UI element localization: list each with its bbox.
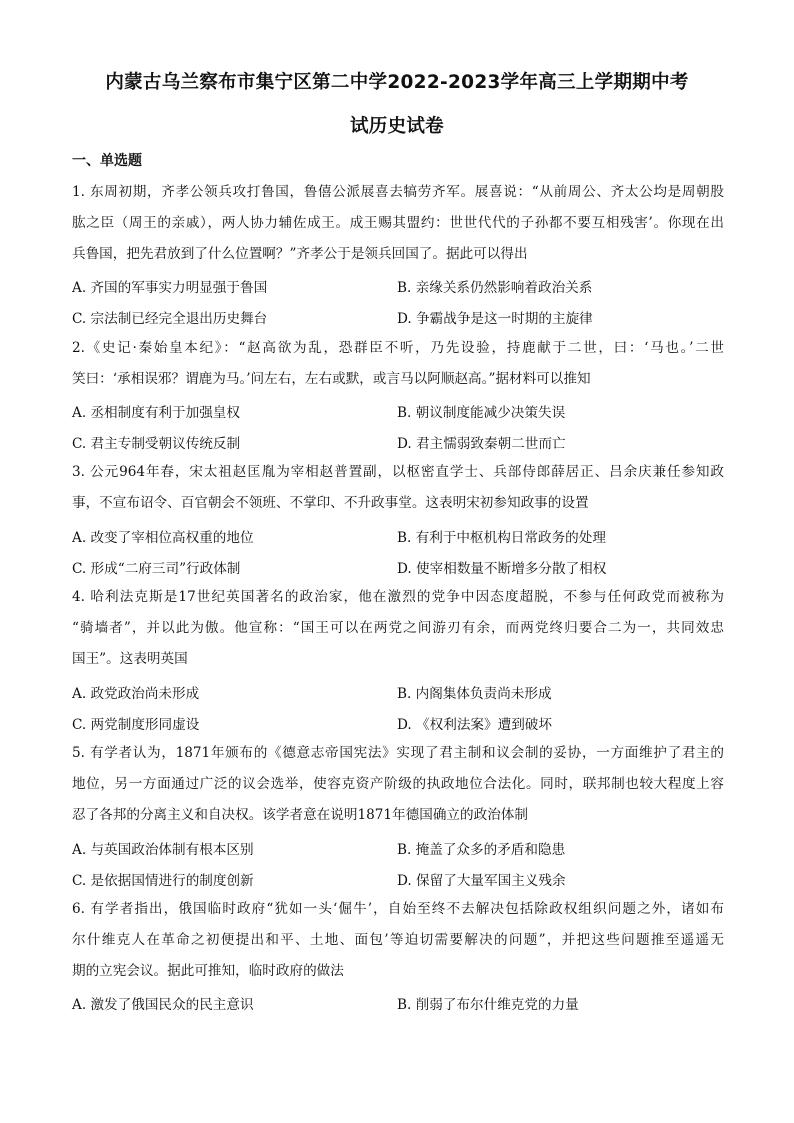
- question-2: [72, 333, 724, 395]
- question-text-line: 国王”。这表明英国: [72, 651, 188, 667]
- q4-option-b[interactable]: B. 内阁集体负责尚未形成: [397, 686, 552, 702]
- question-text-line: 兵鲁国，把先君放到了什么位置啊？”齐孝公于是领兵回国了。据此可以得出: [72, 246, 528, 262]
- q2-option-c[interactable]: C. 君主专制受朝议传统反制: [72, 436, 241, 452]
- q1-option-d[interactable]: D. 争霸战争是这一时期的主旋律: [397, 311, 593, 327]
- q5-option-b[interactable]: B. 掩盖了众多的矛盾和隐患: [397, 842, 566, 858]
- q5-option-c[interactable]: C. 是依据国情进行的制度创新: [72, 873, 254, 889]
- q3-option-a[interactable]: A. 改变了宰相位高权重的地位: [72, 530, 254, 546]
- q4-option-a[interactable]: A. 政党政治尚未形成: [72, 686, 200, 702]
- q6-option-b[interactable]: B. 削弱了布尔什维克党的力量: [397, 997, 579, 1013]
- question-text-line: 6. 有学者指出，俄国临时政府“犹如一头‘倔牛’，自始至终不去解决包括除政权组织问题之外，诸如布: [72, 901, 724, 917]
- question-5: [72, 738, 724, 831]
- q4-option-c[interactable]: C. 两党制度形同虚设: [72, 717, 200, 733]
- q4-option-d[interactable]: D. 《权利法案》遭到破坏: [397, 717, 552, 733]
- q1-option-a[interactable]: A. 齐国的军事实力明显强于鲁国: [72, 280, 268, 296]
- question-text-line: “骑墙者”，并以此为傲。他宣称：“国王可以在两党之间游刃有余，而两党终归要合二为一，共同效忠: [72, 620, 724, 636]
- question-text-line: 1. 东周初期，齐孝公领兵攻打鲁国，鲁僖公派展喜去犒劳齐军。展喜说：“从前周公、齐太公均是周朝股: [72, 184, 724, 200]
- question-text-line: 5. 有学者认为，1871年颁布的《德意志帝国宪法》实现了君主制和议会制的妥协，一方面维护了君主的: [72, 745, 724, 761]
- q6-option-a[interactable]: A. 激发了俄国民众的民主意识: [72, 997, 254, 1013]
- section-heading: 一、单选题: [72, 153, 142, 169]
- question-text-line: 忍了各邦的分离主义和自决权。该学者意在说明1871年德国确立的政治体制: [72, 807, 528, 823]
- q3-option-d[interactable]: D. 使宰相数量不断增多分散了相权: [397, 561, 607, 577]
- question-text-line: 期的立宪会议。据此可推知，临时政府的做法: [72, 963, 344, 979]
- q3-option-c[interactable]: C. 形成“二府三司”行政体制: [72, 561, 241, 577]
- question-text-line: 肱之臣（周王的亲戚），两人协力辅佐成王。成王赐其盟约：世世代代的子孙都不要互相残害’。你现在出: [72, 215, 724, 231]
- q2-option-b[interactable]: B. 朝议制度能减少决策失误: [397, 405, 566, 421]
- question-text-line: 2.《史记·秦始皇本纪》：“赵高欲为乱，恐群臣不听，乃先设验，持鹿献于二世，曰：‘马也。’二世: [72, 340, 724, 356]
- question-text-line: 3. 公元964年春，宋太祖赵匡胤为宰相赵普置副，以枢密直学士、兵部侍郎薛居正、吕余庆兼任参知政: [72, 464, 724, 480]
- question-text-line: 尔什维克人在革命之初便提出和平、土地、面包’等迫切需要解决的问题”，并把这些问题推至遥遥无: [72, 932, 724, 948]
- q5-option-a[interactable]: A. 与英国政治体制有根本区别: [72, 842, 254, 858]
- question-text-line: 笑曰：‘承相误邪？谓鹿为马。’问左右，左右或默，或言马以阿顺赵高。”据材料可以推知: [72, 371, 591, 387]
- exam-title-line2: 试历史试卷: [349, 116, 444, 137]
- question-3: [72, 457, 724, 519]
- question-text-line: 事，不宣布诏令、百官朝会不领班、不掌印、不升政事堂。这表明宋初参知政事的设置: [72, 495, 589, 511]
- q5-option-d[interactable]: D. 保留了大量军国主义残余: [397, 873, 566, 889]
- q3-option-b[interactable]: B. 有利于中枢机构日常政务的处理: [397, 530, 606, 546]
- question-text-line: 4. 哈利法克斯是17世纪英国著名的政治家，他在激烈的党争中因态度超脱，不参与任何政党而被称为: [72, 589, 724, 605]
- question-1: [72, 177, 724, 270]
- exam-title-line1: 内蒙古乌兰察布市集宁区第二中学2022-2023学年高三上学期期中考: [105, 72, 689, 93]
- q2-option-d[interactable]: D. 君主懦弱致秦朝二世而亡: [397, 436, 566, 452]
- q1-option-c[interactable]: C. 宗法制已经完全退出历史舞台: [72, 311, 268, 327]
- question-6: [72, 894, 724, 987]
- q1-option-b[interactable]: B. 亲缘关系仍然影响着政治关系: [397, 280, 593, 296]
- question-text-line: 地位，另一方面通过广泛的议会选举，使容克资产阶级的执政地位合法化。同时，联邦制也较大程度上容: [72, 776, 724, 792]
- question-4: [72, 582, 724, 675]
- q2-option-a[interactable]: A. 丞相制度有利于加强皇权: [72, 405, 240, 421]
